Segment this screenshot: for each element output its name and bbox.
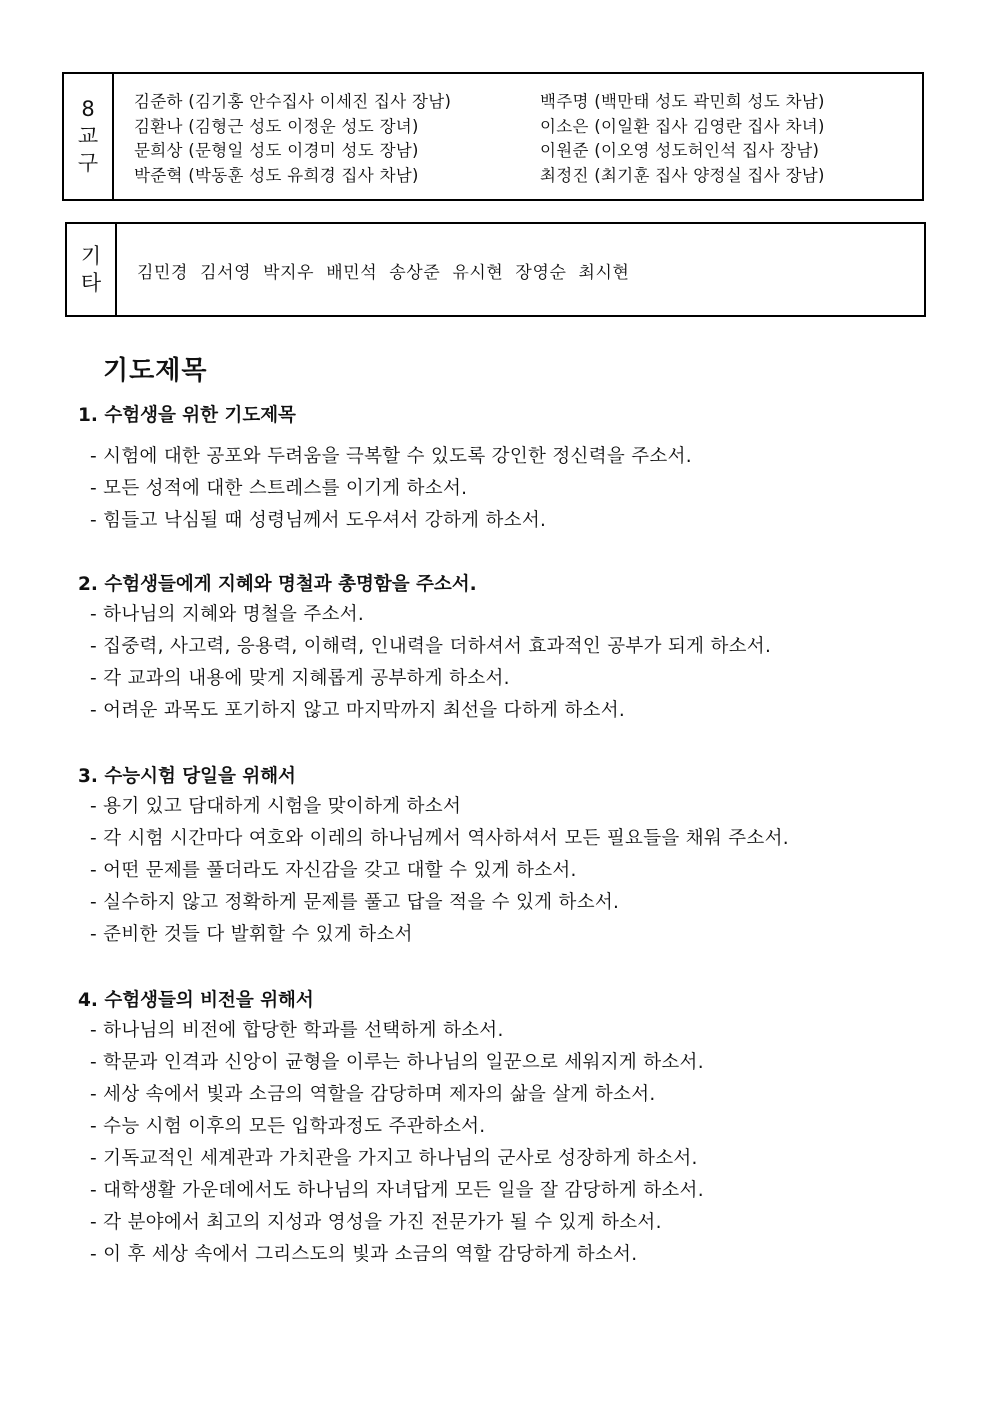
prayer-item: - 학문과 인격과 신앙이 균형을 이루는 하나님의 일꾼으로 세워지게 하소서. bbox=[90, 1052, 704, 1073]
member-entry: 이원준 (이오영 성도허인석 집사 장남) bbox=[540, 141, 820, 160]
prayer-item: - 준비한 것들 다 발휘할 수 있게 하소서 bbox=[90, 924, 413, 945]
district-8-table bbox=[62, 72, 924, 201]
district-8-label-char: 구 bbox=[77, 151, 99, 175]
prayer-item: - 실수하지 않고 정확하게 문제를 풀고 답을 적을 수 있게 하소서. bbox=[90, 892, 620, 913]
prayer-item: - 어려운 과목도 포기하지 않고 마지막까지 최선을 다하게 하소서. bbox=[90, 700, 626, 721]
section-heading: 2. 수험생들에게 지혜와 명철과 총명함을 주소서. bbox=[78, 574, 477, 595]
prayer-item: - 이 후 세상 속에서 그리스도의 빛과 소금의 역할 감당하게 하소서. bbox=[90, 1244, 638, 1265]
etc-table bbox=[65, 222, 926, 317]
prayer-item: - 각 분야에서 최고의 지성과 영성을 가진 전문가가 될 수 있게 하소서. bbox=[90, 1212, 662, 1233]
prayer-item: - 하나님의 비전에 합당한 학과를 선택하게 하소서. bbox=[90, 1020, 504, 1041]
member-entry: 김환나 (김형근 성도 이정운 성도 장녀) bbox=[134, 116, 419, 136]
district-8-label-char: 8 bbox=[81, 97, 95, 121]
prayer-item: - 용기 있고 담대하게 시험을 맞이하게 하소서 bbox=[90, 796, 462, 817]
prayer-item: - 각 교과의 내용에 맞게 지혜롭게 공부하게 하소서. bbox=[90, 668, 510, 689]
prayer-topics-title: 기도제목 bbox=[103, 356, 208, 386]
prayer-item: - 시험에 대한 공포와 두려움을 극복할 수 있도록 강인한 정신력을 주소서. bbox=[90, 446, 692, 467]
prayer-list bbox=[78, 441, 692, 537]
prayer-section-3 bbox=[78, 763, 789, 951]
member-entry: 김준하 (김기홍 안수집사 이세진 집사 장남) bbox=[134, 92, 452, 111]
member-column-left bbox=[134, 90, 451, 188]
section-heading: 4. 수험생들의 비전을 위해서 bbox=[78, 990, 314, 1011]
prayer-item: - 집중력, 사고력, 응용력, 이해력, 인내력을 더하셔서 효과적인 공부가 되게 하소서. bbox=[90, 636, 772, 657]
etc-members bbox=[117, 224, 924, 315]
district-8-label-char: 교 bbox=[77, 124, 99, 148]
member-column-right bbox=[540, 90, 825, 188]
etc-label bbox=[67, 224, 117, 315]
district-8-members bbox=[114, 74, 922, 199]
district-8-label bbox=[64, 74, 114, 199]
prayer-list bbox=[78, 1015, 704, 1271]
prayer-item: - 기독교적인 세계관과 가치관을 가지고 하나님의 군사로 성장하게 하소서. bbox=[90, 1148, 698, 1169]
prayer-item: - 각 시험 시간마다 여호와 이레의 하나님께서 역사하셔서 모든 필요들을 채워 주소서. bbox=[90, 828, 789, 849]
etc-label-char: 타 bbox=[80, 270, 102, 295]
member-entry: 문희상 (문형일 성도 이경미 성도 장남) bbox=[134, 141, 419, 160]
prayer-item: - 수능 시험 이후의 모든 입학과정도 주관하소서. bbox=[90, 1116, 486, 1137]
etc-names: 김민경 김서영 박지우 배민석 송상준 유시현 장영순 최시현 bbox=[137, 263, 630, 283]
prayer-item: - 모든 성적에 대한 스트레스를 이기게 하소서. bbox=[90, 478, 468, 499]
prayer-section-1 bbox=[78, 402, 692, 537]
prayer-list bbox=[78, 599, 771, 727]
member-entry: 박준혁 (박동훈 성도 유희경 집사 차남) bbox=[134, 165, 419, 185]
section-heading: 1. 수험생을 위한 기도제목 bbox=[78, 405, 296, 426]
member-entry: 최정진 (최기훈 집사 양정실 집사 장남) bbox=[540, 165, 825, 185]
prayer-item: - 어떤 문제를 풀더라도 자신감을 갖고 대할 수 있게 하소서. bbox=[90, 860, 577, 881]
prayer-section-2 bbox=[78, 571, 771, 727]
prayer-item: - 대학생활 가운데에서도 하나님의 자녀답게 모든 일을 잘 감당하게 하소서. bbox=[90, 1180, 704, 1201]
prayer-list bbox=[78, 791, 789, 951]
etc-label-char: 기 bbox=[80, 243, 102, 268]
prayer-section-4 bbox=[78, 987, 704, 1271]
section-heading: 3. 수능시험 당일을 위해서 bbox=[78, 766, 296, 787]
member-entry: 백주명 (백만태 성도 곽민희 성도 차남) bbox=[540, 92, 825, 111]
member-entry: 이소은 (이일환 집사 김영란 집사 차녀) bbox=[540, 116, 825, 136]
prayer-item: - 하나님의 지혜와 명철을 주소서. bbox=[90, 604, 365, 625]
prayer-item: - 세상 속에서 빛과 소금의 역할을 감당하며 제자의 삶을 살게 하소서. bbox=[90, 1084, 656, 1105]
prayer-item: - 힘들고 낙심될 때 성령님께서 도우셔서 강하게 하소서. bbox=[90, 510, 547, 531]
